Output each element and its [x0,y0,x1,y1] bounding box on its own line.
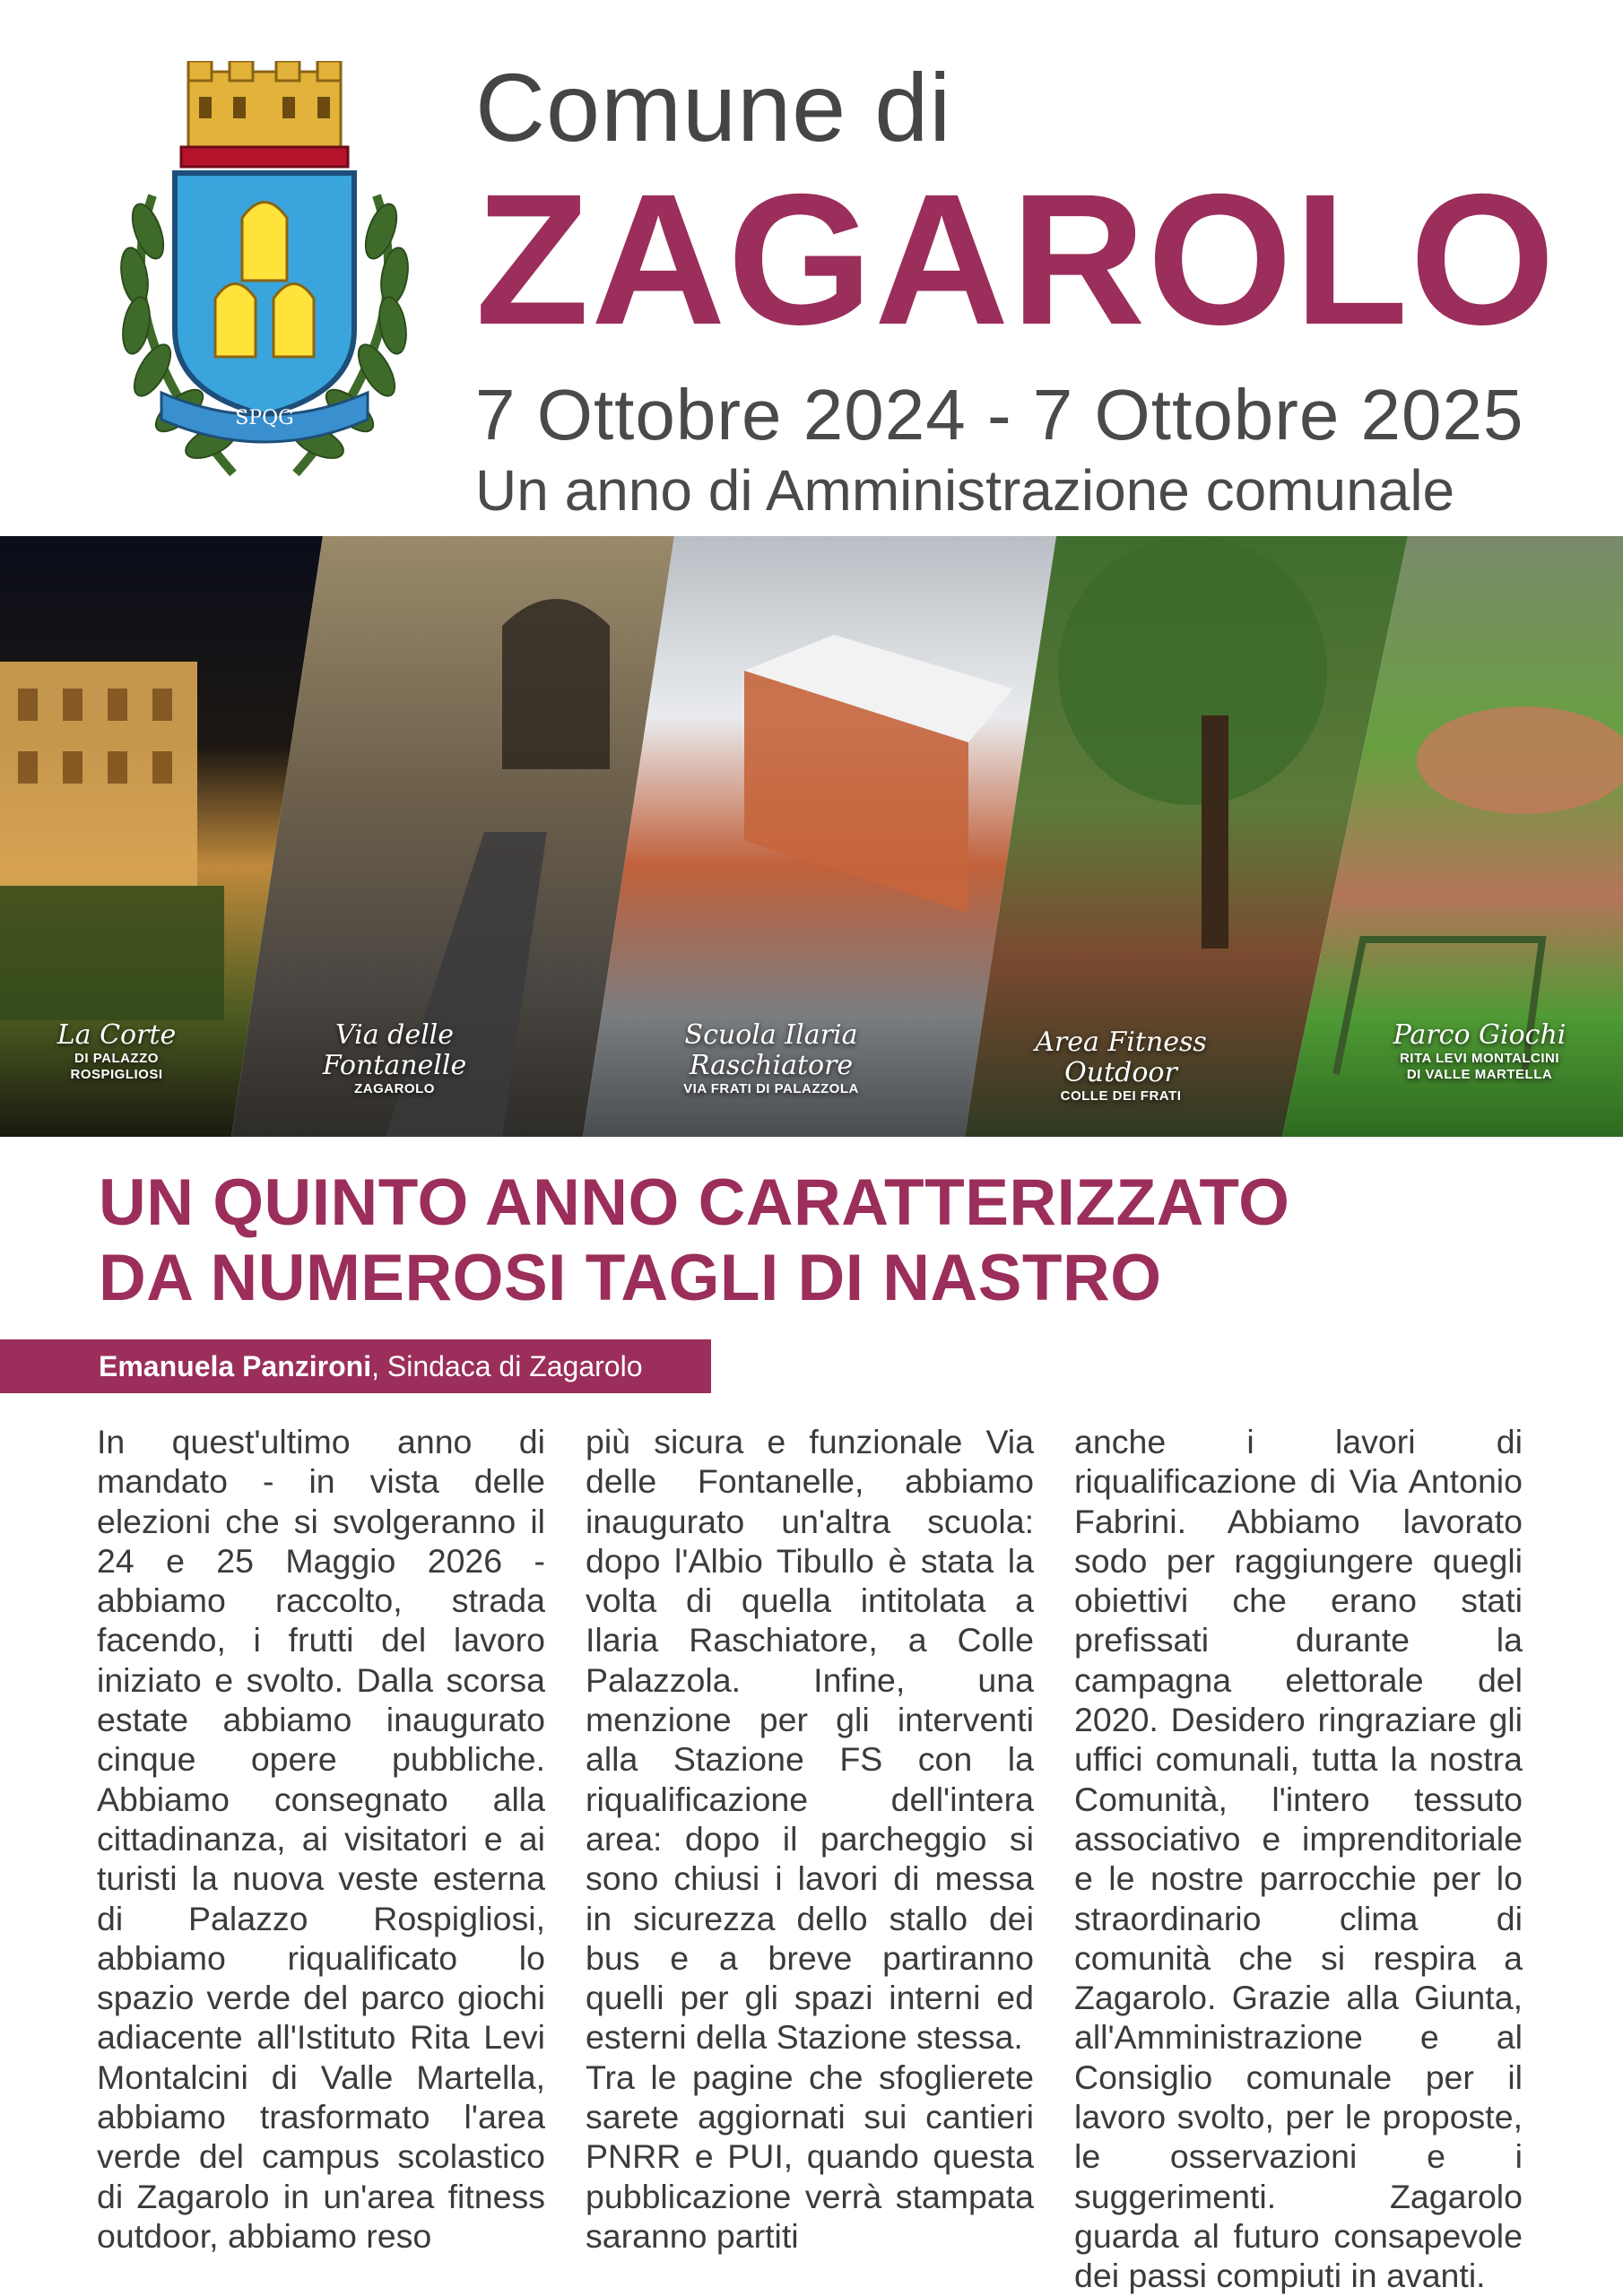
article-headline [99,1165,1533,1316]
panel-title: Scuola Ilaria Raschiatore [684,1019,858,1081]
masthead-town: ZAGAROLO [475,156,1558,364]
masthead-dates: 7 Ottobre 2024 - 7 Ottobre 2025 [475,375,1524,455]
masthead-subtitle: Un anno di Amministrazione comunale [475,458,1455,523]
panel-label-area-fitness [986,1027,1255,1105]
crest-icon [99,61,430,500]
panel-label-parco-giochi [1372,1020,1587,1083]
author-role: , Sindaca di Zagarolo [371,1350,643,1382]
masthead-prefix: Comune di [475,53,952,161]
panel-subtitle: VIA FRATI DI PALAZZOLA [683,1081,859,1096]
article-column-3 [1074,1422,1523,2296]
panel-title: La Corte [56,1019,177,1051]
photo-strip [0,536,1623,1137]
article-column-1 [97,1422,545,2256]
panel-subtitle: ZAGAROLO [354,1081,435,1096]
crest-motto: SPQG [235,407,294,429]
panel-subtitle: COLLE DEI FRATI [1060,1088,1182,1104]
column-1-text: In quest'ultimo anno di mandato - in vista delle elezioni che si svolgeranno il 24 e 25 Maggio 2026 - abbiamo raccolto, strada facendo, i frutti del lavoro iniziato e svolto. Dalla scorsa estate abbiamo inaugurato cinque opere pubbliche. Abbiamo consegnato alla cittadinanza, ai visitatori e ai turisti la nuova veste esterna di Palazzo Rospigliosi, abbiamo riqualificato lo spazio verde del parco giochi adiacente all'Istituto Rita Levi Montalcini di Valle Martella, abbiamo trasformato l'area verde del campus scolastico di Zagarolo in un'area fitness outdoor, abbiamo reso [97,1423,545,2255]
panel-subtitle-2: DI VALLE MARTELLA [1406,1067,1553,1082]
headline-line-1: UN QUINTO ANNO CARATTERIZZATO [99,1166,1290,1239]
column-2-paragraph-1: più sicura e funzionale Via delle Fontanelle, abbiamo inaugurato un'altra scuola: dopo l'Albio Tibullo è stata la volta di quella intitolata a Ilaria Raschiatore, a Colle Palazzola. Infine, una menzione per gli interventi alla Stazione FS con la riqualificazione dell'intera area: dopo il parcheggio si sono chiusi i lavori di messa in sicurezza dello stallo dei bus e a breve partiranno quelli per gli spazi interni ed esterni della Stazione stessa. [586,1423,1034,2057]
panel-title: Via delle Fontanelle [322,1019,467,1081]
panel-title: Area Fitness Outdoor [1035,1027,1207,1088]
column-2-paragraph-2: Tra le pagine che sfoglierete sarete aggiornati sui cantieri PNRR e PUI, quando questa pubblicazione verrà stampata saranno partiti [586,2058,1034,2255]
panel-subtitle: DI PALAZZO ROSPIGLIOSI [70,1051,163,1082]
town-crest [99,61,430,500]
panel-label-scuola [619,1020,924,1097]
article-column-2 [586,1422,1034,2256]
panel-label-la-corte [27,1020,206,1083]
panel-label-via-fontanelle [265,1020,525,1097]
panel-subtitle: RITA LEVI MONTALCINI [1399,1051,1560,1066]
author-name: Emanuela Panzironi [99,1350,372,1382]
panel-title: Parco Giochi [1393,1019,1567,1051]
headline-line-2: DA NUMEROSI TAGLI DI NASTRO [99,1242,1162,1314]
column-3-text: anche i lavori di riqualificazione di Via Antonio Fabrini. Abbiamo lavorato sodo per raggiungere quegli obiettivi che erano stati prefissati durante la campagna elettorale del 2020. Desidero ringraziare gli uffici comunali, tutta la nostra Comunità, l'intero tessuto associativo e imprenditoriale e le nostre parrocchie per lo straordinario clima di comunità che si respira a Zagarolo. Grazie alla Giunta, all'Amministrazione e al Consiglio comunale per il lavoro svolto, per le proposte, le osservazioni e i suggerimenti. Zagarolo guarda al futuro consapevole dei passi compiuti in avanti. [1074,1423,1523,2295]
byline [99,1339,642,1393]
masthead [475,54,1578,522]
